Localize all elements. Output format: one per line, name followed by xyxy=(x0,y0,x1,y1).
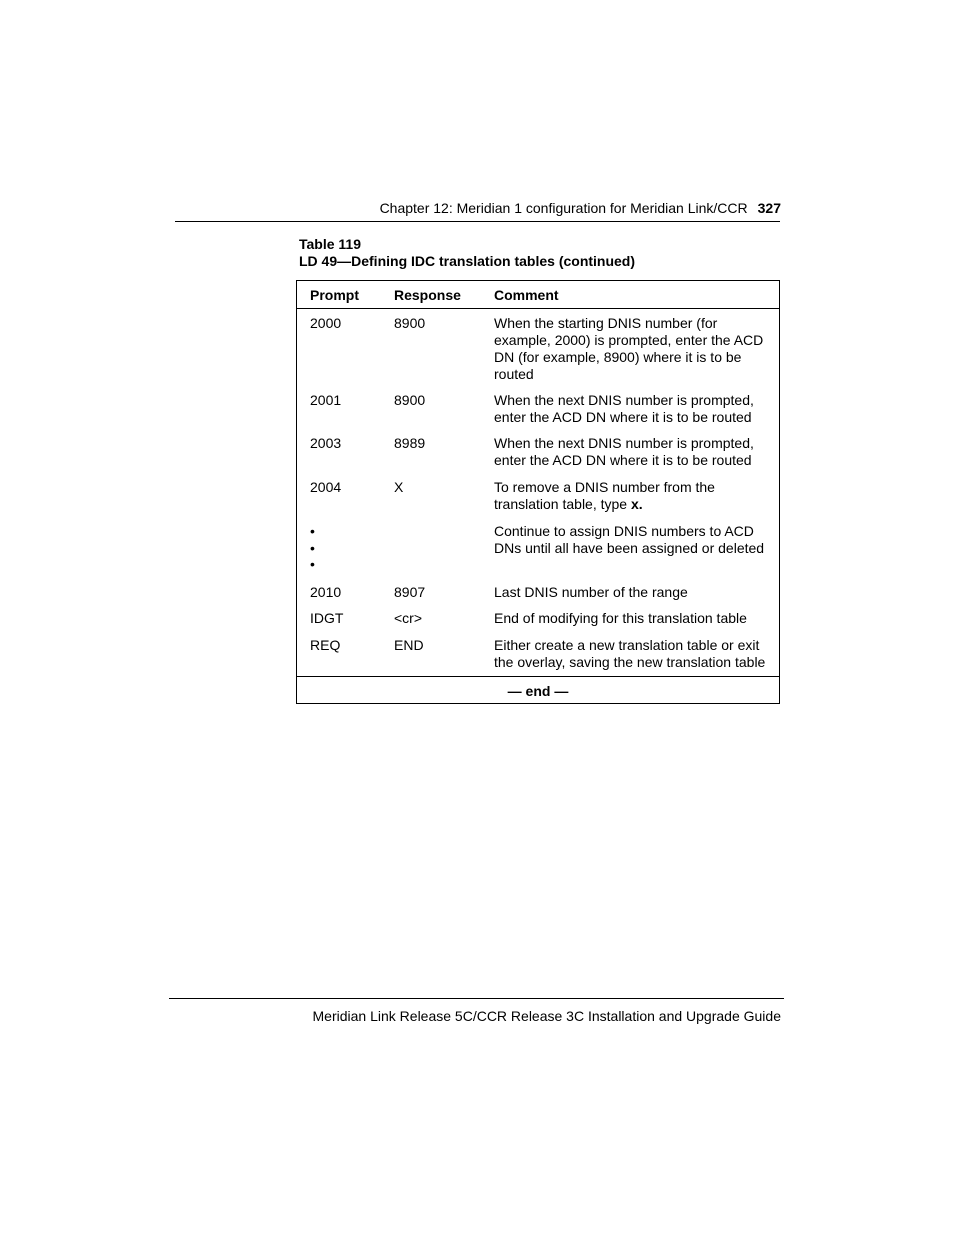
comment-emphasis: x. xyxy=(630,496,643,512)
comment-text: To remove a DNIS number from the translation table, type xyxy=(494,479,715,512)
table-end-marker: — end — xyxy=(507,683,569,699)
response-cell: END xyxy=(394,637,424,653)
response-cell: 8989 xyxy=(394,435,426,451)
footer-divider xyxy=(169,998,784,999)
translation-table xyxy=(296,280,780,704)
comment-cell xyxy=(494,479,772,513)
page-number: 327 xyxy=(757,200,781,216)
response-cell: X xyxy=(394,479,404,495)
column-header-prompt: Prompt xyxy=(310,287,359,303)
comment-cell: Last DNIS number of the range xyxy=(494,584,688,600)
header-divider xyxy=(175,221,780,222)
comment-cell: Either create a new translation table or exit the overlay, saving the new translation table xyxy=(494,637,766,670)
prompt-cell: 2003 xyxy=(310,435,342,451)
table-header-row xyxy=(297,281,779,309)
prompt-cell: IDGT xyxy=(310,610,344,626)
response-cell: <cr> xyxy=(394,610,423,626)
chapter-title: Chapter 12: Meridian 1 configuration for Meridian Link/CCR xyxy=(379,200,748,216)
comment-cell: When the next DNIS number is prompted, enter the ACD DN where it is to be routed xyxy=(494,392,754,425)
prompt-cell: 2004 xyxy=(310,479,342,495)
end-divider xyxy=(297,676,779,677)
running-header xyxy=(380,200,781,216)
column-header-comment: Comment xyxy=(494,287,559,303)
prompt-cell: 2001 xyxy=(310,392,342,408)
response-cell: 8907 xyxy=(394,584,426,600)
prompt-cell: 2010 xyxy=(310,584,342,600)
table-title: LD 49—Defining IDC translation tables (continued) xyxy=(299,253,636,269)
response-cell: 8900 xyxy=(394,392,426,408)
prompt-cell: REQ xyxy=(310,637,341,653)
comment-cell: End of modifying for this translation table xyxy=(494,610,747,626)
response-cell: 8900 xyxy=(394,315,426,331)
comment-cell: Continue to assign DNIS numbers to ACD DNs until all have been assigned or deleted xyxy=(494,523,765,556)
running-footer: Meridian Link Release 5C/CCR Release 3C Installation and Upgrade Guide xyxy=(312,1008,781,1024)
ellipsis-bullets: • • • xyxy=(310,523,315,572)
prompt-cell: 2000 xyxy=(310,315,342,331)
column-header-response: Response xyxy=(394,287,461,303)
comment-cell: When the starting DNIS number (for example, 2000) is prompted, enter the ACD DN (for example, 8900) where it is to be routed xyxy=(494,315,764,382)
table-caption xyxy=(299,236,635,270)
table-number: Table 119 xyxy=(299,236,362,252)
comment-cell: When the next DNIS number is prompted, enter the ACD DN where it is to be routed xyxy=(494,435,754,468)
